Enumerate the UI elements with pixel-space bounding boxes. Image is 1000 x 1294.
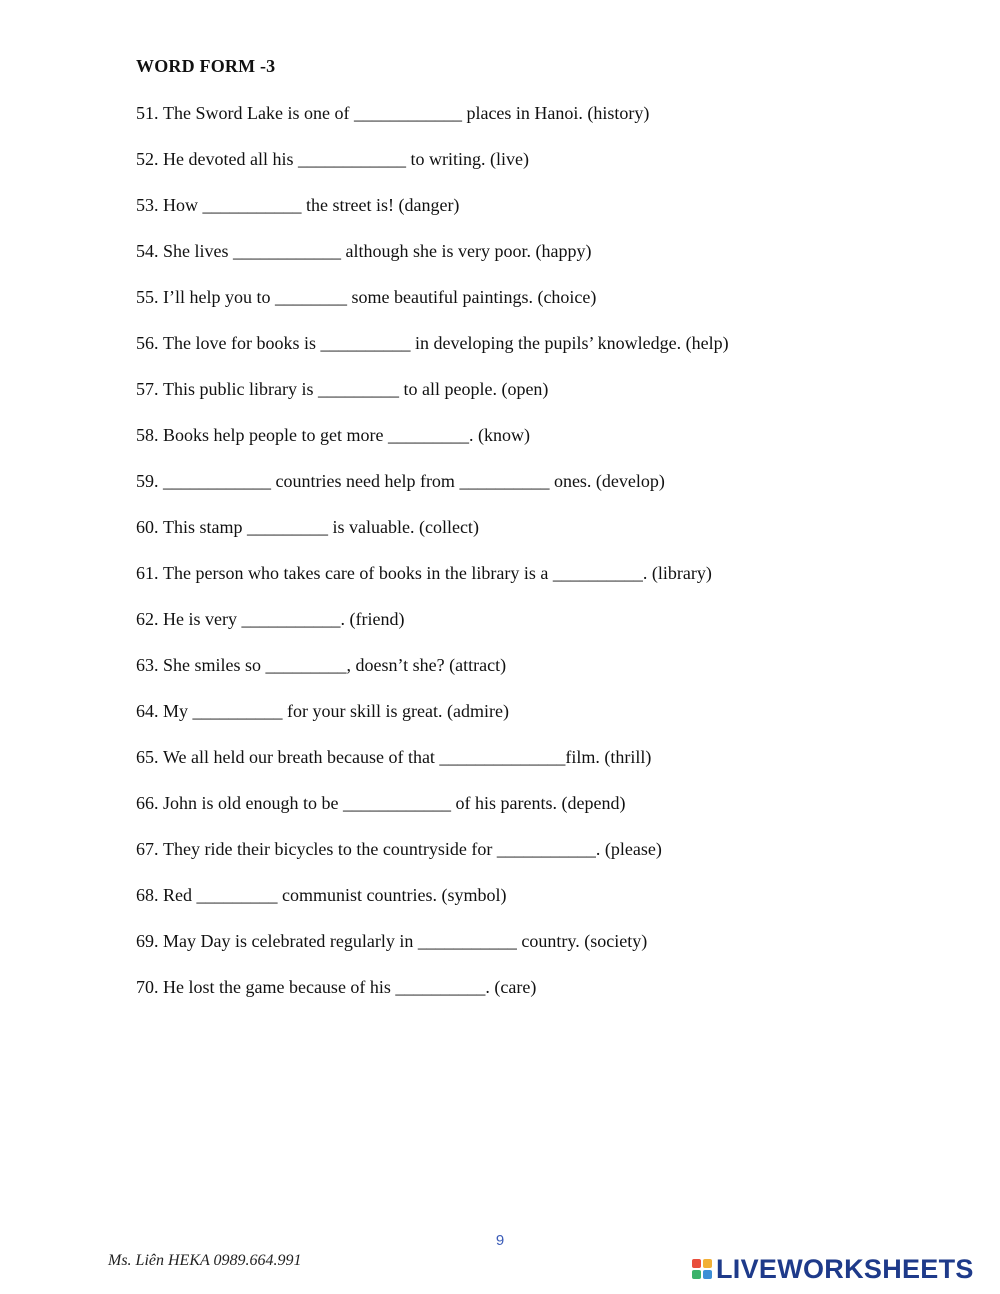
question-item (136, 422, 956, 468)
question-number: 68. (136, 885, 159, 905)
question-number: 53. (136, 195, 159, 215)
question-text: He lost the game because of his __________. (care) (163, 977, 537, 997)
question-number: 51. (136, 103, 159, 123)
question-number: 63. (136, 655, 159, 675)
question-text: He is very ___________. (friend) (163, 609, 405, 629)
question-text: John is old enough to be ____________ of his parents. (depend) (163, 793, 626, 813)
page-number: 9 (495, 1232, 505, 1249)
question-item (136, 652, 956, 698)
question-item (136, 238, 956, 284)
logo-square (703, 1259, 712, 1268)
question-item (136, 974, 956, 1020)
question-item (136, 284, 956, 330)
question-text: She smiles so _________, doesn’t she? (attract) (163, 655, 507, 675)
question-item (136, 698, 956, 744)
question-text: They ride their bicycles to the countryside for ___________. (please) (163, 839, 662, 859)
question-item (136, 560, 956, 606)
question-text: We all held our breath because of that ______________film. (thrill) (163, 747, 652, 767)
question-number: 54. (136, 241, 159, 261)
question-number: 65. (136, 747, 159, 767)
question-number: 61. (136, 563, 159, 583)
question-number: 58. (136, 425, 159, 445)
question-list (136, 100, 956, 1020)
question-number: 66. (136, 793, 159, 813)
question-text: Red _________ communist countries. (symbol) (163, 885, 507, 905)
question-number: 56. (136, 333, 159, 353)
question-text: The Sword Lake is one of ____________ places in Hanoi. (history) (163, 103, 650, 123)
question-text: Books help people to get more _________. (know) (163, 425, 530, 445)
question-item (136, 100, 956, 146)
question-item (136, 882, 956, 928)
question-item (136, 606, 956, 652)
question-text: How ___________ the street is! (danger) (163, 195, 460, 215)
question-text: May Day is celebrated regularly in ___________ country. (society) (163, 931, 648, 951)
question-text: This stamp _________ is valuable. (collect) (163, 517, 479, 537)
question-number: 52. (136, 149, 159, 169)
question-item (136, 146, 956, 192)
question-text: This public library is _________ to all people. (open) (163, 379, 549, 399)
question-number: 64. (136, 701, 159, 721)
question-item (136, 836, 956, 882)
logo-squares-icon (692, 1259, 712, 1279)
question-item (136, 192, 956, 238)
question-number: 67. (136, 839, 159, 859)
question-text: She lives ____________ although she is very poor. (happy) (163, 241, 592, 261)
logo-square (692, 1270, 701, 1279)
question-number: 57. (136, 379, 159, 399)
logo-text: LIVEWORKSHEETS (716, 1253, 974, 1284)
question-item (136, 468, 956, 514)
logo-square (692, 1259, 701, 1268)
question-item (136, 790, 956, 836)
question-number: 70. (136, 977, 159, 997)
liveworksheets-logo (692, 1252, 974, 1286)
question-text: I’ll help you to ________ some beautiful paintings. (choice) (163, 287, 597, 307)
question-number: 60. (136, 517, 159, 537)
question-item (136, 330, 956, 376)
footer-author: Ms. Liên HEKA 0989.664.991 (108, 1252, 302, 1269)
worksheet-title: WORD FORM -3 (136, 56, 276, 76)
question-text: My __________ for your skill is great. (admire) (163, 701, 509, 721)
question-item (136, 928, 956, 974)
question-text: He devoted all his ____________ to writing. (live) (163, 149, 529, 169)
question-text: ____________ countries need help from __________ ones. (develop) (163, 471, 665, 491)
question-number: 62. (136, 609, 159, 629)
question-number: 69. (136, 931, 159, 951)
question-text: The love for books is __________ in developing the pupils’ knowledge. (help) (163, 333, 729, 353)
question-item (136, 514, 956, 560)
question-item (136, 744, 956, 790)
logo-square (703, 1270, 712, 1279)
question-text: The person who takes care of books in the library is a __________. (library) (163, 563, 712, 583)
question-number: 59. (136, 471, 159, 491)
question-item (136, 376, 956, 422)
question-number: 55. (136, 287, 159, 307)
